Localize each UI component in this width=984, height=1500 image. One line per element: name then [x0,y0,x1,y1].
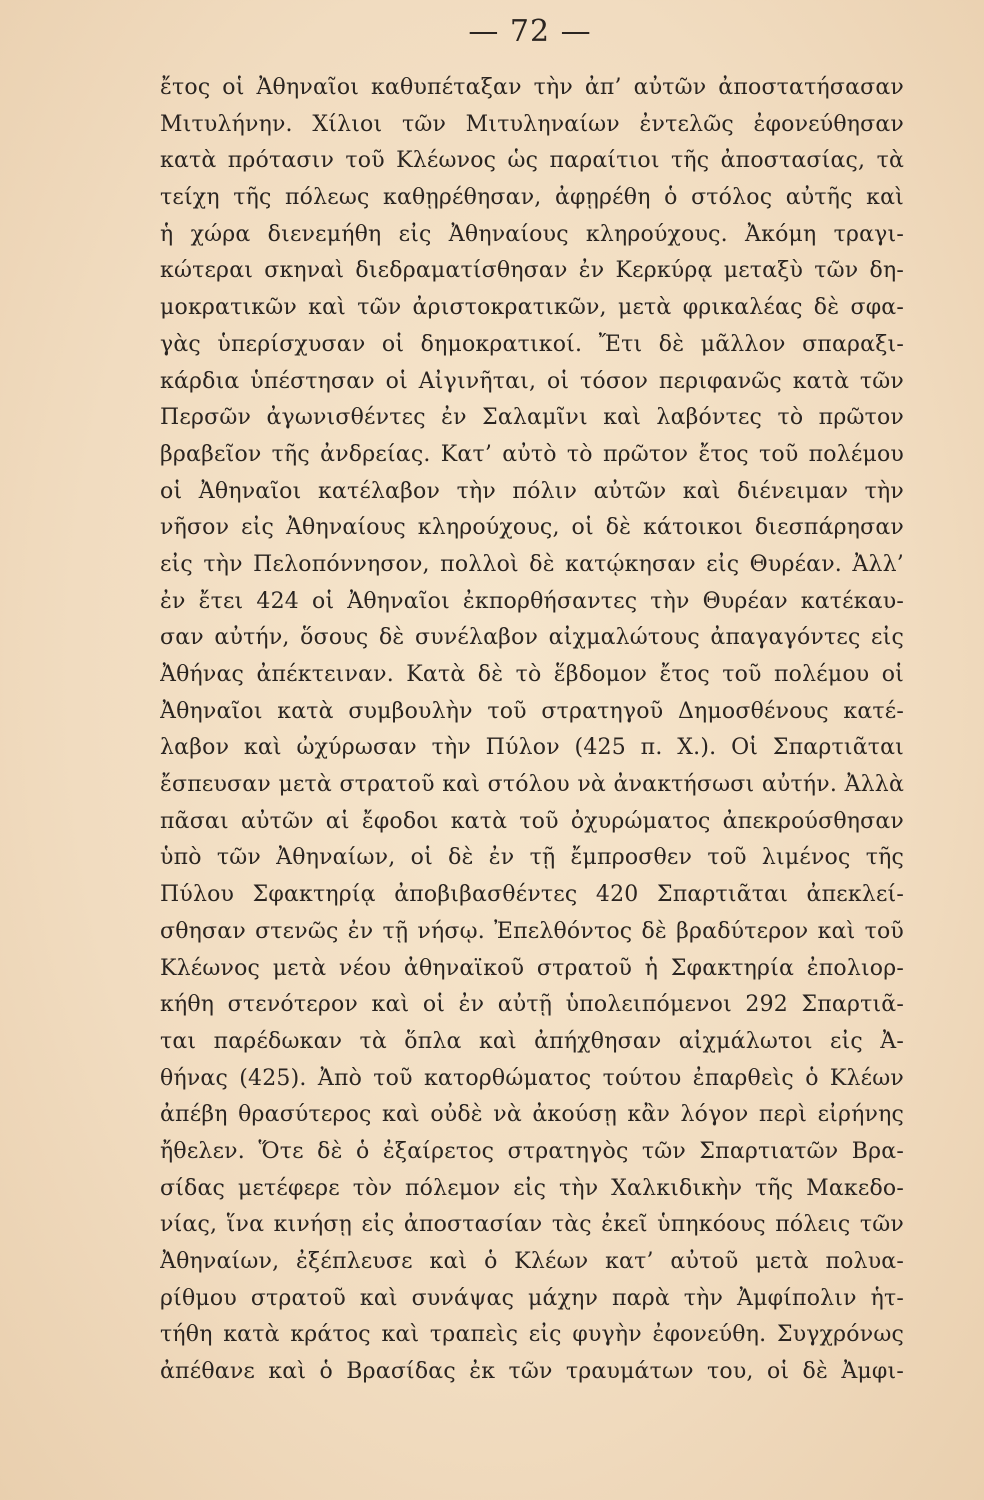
text-line: Πύλου Σφακτηρίᾳ ἀποβιβασθέντες 420 Σπαρτιᾶται ἀπεκλεί- [160,882,904,908]
text-line: Μιτυλήνην. Χίλιοι τῶν Μιτυληναίων ἐντελῶς ἐφονεύθησαν [160,111,904,137]
text-line: νίας, ἵνα κινήσῃ εἰς ἀποστασίαν τὰς ἐκεῖ ὑπηκόους πόλεις τῶν [160,1212,904,1238]
text-line: νῆσον εἰς Ἀθηναίους κληρούχους, οἱ δὲ κάτοικοι διεσπάρησαν [160,515,904,541]
text-line: σίδας μετέφερε τὸν πόλεμον εἰς τὴν Χαλκιδικὴν τῆς Μακεδο- [160,1175,904,1201]
text-line: κώτεραι σκηναὶ διεδραματίσθησαν ἐν Κερκύρᾳ μεταξὺ τῶν δη- [160,258,904,284]
text-line: ἔτος οἱ Ἀθηναῖοι καθυπέταξαν τὴν ἀπ’ αὐτῶν ἀποστατήσασαν [160,75,904,100]
text-line: κατὰ πρότασιν τοῦ Κλέωνος ὡς παραίτιοι τῆς ἀποστασίας, τὰ [160,148,904,174]
text-line: Περσῶν ἀγωνισθέντες ἐν Σαλαμῖνι καὶ λαβόντες τὸ πρῶτον [160,405,904,431]
text-line: γὰς ὑπερίσχυσαν οἱ δημοκρατικοί. Ἔτι δὲ μᾶλλον σπαραξι- [160,331,904,357]
text-line: ἀπέθανε καὶ ὁ Βρασίδας ἐκ τῶν τραυμάτων του, οἱ δὲ Ἀμφι- [160,1359,904,1385]
text-line: ἤθελεν. Ὅτε δὲ ὁ ἐξαίρετος στρατηγὸς τῶν Σπαρτιατῶν Βρα- [160,1138,904,1164]
body-text [160,70,904,1391]
text-line: σαν αὐτήν, ὅσους δὲ συνέλαβον αἰχμαλώτους ἀπαγαγόντες εἰς [160,625,904,651]
text-line: θήνας (425). Ἀπὸ τοῦ κατορθώματος τούτου ἐπαρθεὶς ὁ Κλέων [160,1065,904,1091]
text-line: ἔσπευσαν μετὰ στρατοῦ καὶ στόλου νὰ ἀνακτήσωσι αὐτήν. Ἀλλὰ [160,772,904,798]
text-line: πᾶσαι αὐτῶν αἱ ἔφοδοι κατὰ τοῦ ὀχυρώματος ἀπεκρούσθησαν [160,808,904,834]
text-line: κήθη στενότερον καὶ οἱ ἐν αὐτῇ ὑπολειπόμενοι 292 Σπαρτιᾶ- [160,992,904,1018]
text-line: λαβον καὶ ὠχύρωσαν τὴν Πύλον (425 π. Χ.). Οἱ Σπαρτιᾶται [160,735,904,761]
text-line: τήθη κατὰ κράτος καὶ τραπεὶς εἰς φυγὴν ἐφονεύθη. Συγχρόνως [160,1322,904,1348]
page-number: — 72 — [468,14,592,49]
text-line: ἐν ἔτει 424 οἱ Ἀθηναῖοι ἐκπορθήσαντες τὴν Θυρέαν κατέκαυ- [160,588,904,614]
text-line: μοκρατικῶν καὶ τῶν ἀριστοκρατικῶν, μετὰ φρικαλέας δὲ σφα- [160,295,904,321]
text-line: Κλέωνος μετὰ νέου ἀθηναϊκοῦ στρατοῦ ἡ Σφακτηρία ἐπολιορ- [160,955,904,981]
text-line: ἡ χώρα διενεμήθη εἰς Ἀθηναίους κληρούχους. Ἀκόμη τραγι- [160,221,904,247]
text-line: Ἀθήνας ἀπέκτειναν. Κατὰ δὲ τὸ ἕβδομον ἔτος τοῦ πολέμου οἱ [160,662,904,687]
text-line: βραβεῖον τῆς ἀνδρείας. Κατ’ αὐτὸ τὸ πρῶτον ἔτος τοῦ πολέμου [160,441,904,467]
text-line: ρίθμου στρατοῦ καὶ συνάψας μάχην παρὰ τὴν Ἀμφίπολιν ἡτ- [160,1285,904,1311]
text-line: Ἀθηναῖοι κατὰ συμβουλὴν τοῦ στρατηγοῦ Δημοσθένους κατέ- [160,698,904,724]
text-line: τείχη τῆς πόλεως καθῃρέθησαν, ἀφῃρέθη ὁ στόλος αὐτῆς καὶ [160,185,904,211]
text-line: ἀπέβη θρασύτερος καὶ οὐδὲ νὰ ἀκούσῃ κἂν λόγον περὶ εἰρήνης [160,1102,904,1128]
text-line: ὑπὸ τῶν Ἀθηναίων, οἱ δὲ ἐν τῇ ἔμπροσθεν τοῦ λιμένος τῆς [160,845,904,871]
text-line: εἰς τὴν Πελοπόννησον, πολλοὶ δὲ κατῴκησαν εἰς Θυρέαν. Ἀλλ’ [160,551,904,577]
text-line: κάρδια ὑπέστησαν οἱ Αἰγινῆται, οἱ τόσον περιφανῶς κατὰ τῶν [160,368,904,394]
text-line: οἱ Ἀθηναῖοι κατέλαβον τὴν πόλιν αὐτῶν καὶ διένειμαν τὴν [160,478,904,504]
text-line: ται παρέδωκαν τὰ ὅπλα καὶ ἀπήχθησαν αἰχμάλωτοι εἰς Ἀ- [160,1028,904,1054]
text-line: σθησαν στενῶς ἐν τῇ νήσῳ. Ἐπελθόντος δὲ βραδύτερον καὶ τοῦ [160,918,904,944]
text-line: Ἀθηναίων, ἐξέπλευσε καὶ ὁ Κλέων κατ’ αὐτοῦ μετὰ πολυα- [160,1249,904,1274]
